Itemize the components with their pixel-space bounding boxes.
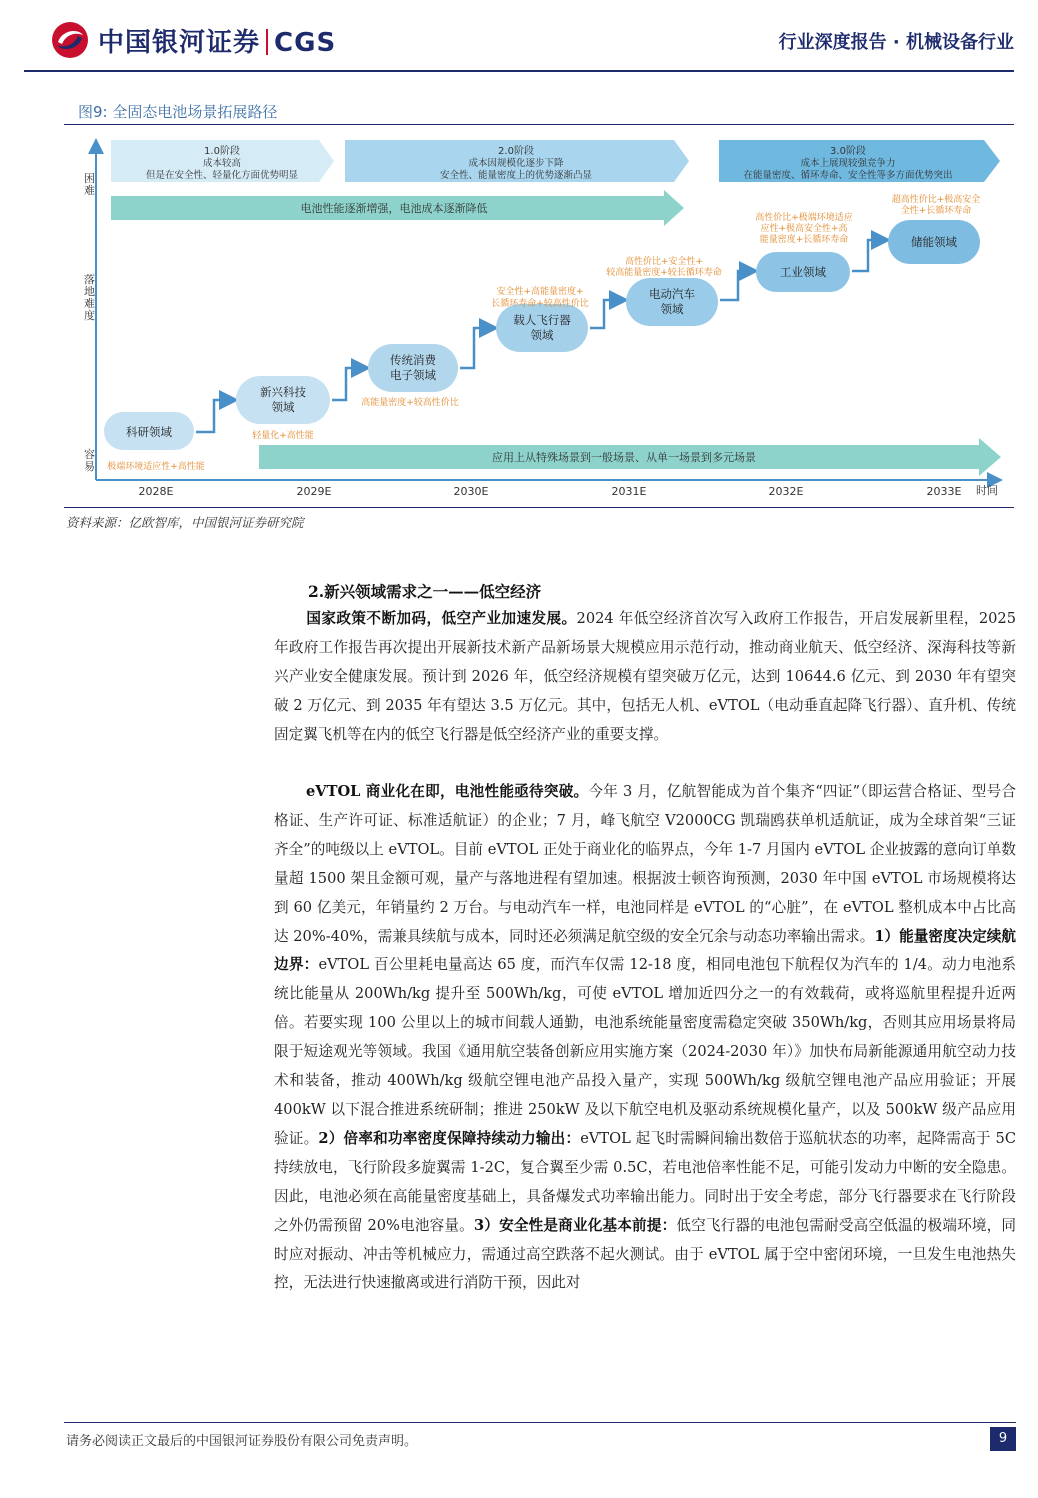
note-emerging-tech: 轻量化+高性能	[252, 431, 314, 441]
note-aircraft-1: 安全性+高能量密度+	[496, 287, 584, 297]
step-aircraft-label1: 载人飞行器	[513, 313, 571, 327]
year-tick: 2031E	[611, 485, 647, 498]
year-tick: 2028E	[138, 485, 174, 498]
step-energy-storage	[888, 220, 980, 264]
year-tick: 2029E	[296, 485, 332, 498]
step-emerging-tech-label1: 新兴科技	[260, 385, 306, 399]
p2-body-1: 今年 3 月，亿航智能成为首个集齐“四证”（即运营合格证、型号合格证、生产许可证、标准适航证）的企业；7 月，峰飞航空 V2000CG 凯瑞鸥获单机适航证，成为全球首架“三证齐全”的吨级以上 eVTOL。目前 eVTOL 正处于商业化的临界点，今年 1-7 月国内 eVTOL 企业披露的意向订单数量超 1500 架且金额可观，量产与落地进程有望加速。根据波士顿咨询预测，2030 年中国 eVTOL 市场规模将达到 60 亿美元，年销量约 2 万台。与电动汽车一样，电池同样是 eVTOL 的“心脏”，在 eVTOL 整机成本中占比高达 20%-40%，需兼具续航与成本，同时还必须满足航空级的安全冗余与动态功率输出需求。	[274, 783, 1017, 945]
industry-name: 机械设备行业	[906, 32, 1014, 53]
note-industrial-1: 高性价比+极端环境适应	[755, 213, 853, 223]
note-storage-2: 全性+长循环寿命	[900, 206, 972, 216]
header-divider	[24, 70, 1014, 72]
step-ev-label1: 电动汽车	[649, 287, 695, 301]
year-tick: 2033E	[926, 485, 962, 498]
p2-body-2: eVTOL 百公里耗电量高达 65 度，而汽车仅需 12-18 度，相同电池包下航程仅为汽车的 1/4。动力电池系统比能量从 200Wh/kg 提升至 500Wh/kg，可使 eVTOL 增加近四分之一的有效载荷，或将巡航里程提升近两倍。若要实现 100 公里以上的城市间载人通勤，电池系统能量密度需稳定突破 350Wh/kg，否则其应用场景将局限于短途观光等领域。我国《通用航空装备创新应用实施方案（2024-2030 年）》加快布局新能源通用航空动力技术和装备，推动 400Wh/kg 级航空锂电池产品投入量产，实现 500Wh/kg 级航空锂电池产品应用验证；开展 400kW 以下混合推进系统研制；推进 250kW 及以下航空电机及驱动系统规模化量产，以及 500kW 级产品应用验证。	[274, 956, 1016, 1147]
phase-1-line2: 但是在安全性、轻量化方面优势明显	[145, 170, 299, 181]
note-ev-1: 高性价比+安全性+	[624, 257, 704, 267]
p2-lead: eVTOL 商业化在即，电池性能亟待突破。	[306, 783, 589, 800]
logo-separator	[266, 29, 268, 55]
p1-body: 2024 年低空经济首次写入政府工作报告，开启发展新里程，2025 年政府工作报告再次提出开展新技术新产品新场景大规模应用示范行动，推动商业航天、低空经济、深海科技等新兴产业安全健康发展。预计到 2026 年，低空经济规模有望突破万亿元，达到 10644.6 亿元、到 2030 年有望突破 2 万亿元、到 2035 年有望达 3.5 万亿元。其中，包括无人机、eVTOL（电动垂直起降飞行器）、直升机、传统固定翼飞机等在内的低空飞行器是低空经济产业的重要支撑。	[274, 610, 1017, 743]
step-connector-4	[590, 300, 624, 328]
y-label-easy: 容易	[84, 448, 95, 473]
note-industrial-3: 能量密度+长循环寿命	[759, 235, 849, 245]
p2-point-1: 1）能量密度决定续航边界：	[274, 927, 1017, 974]
footer-disclaimer: 请务必阅读正文最后的中国银河证券股份有限公司免责声明。	[66, 1434, 418, 1449]
step-storage-label: 储能领域	[911, 235, 957, 249]
step-ev-label2: 领域	[660, 302, 684, 316]
figure-title: 图9: 全固态电池场景拓展路径	[78, 103, 278, 121]
figure-source: 资料来源：亿欧智库，中国银河证券研究院	[66, 515, 304, 530]
step-consumer-label2: 电子领域	[390, 368, 436, 382]
header-dot: ·	[892, 32, 900, 53]
phase-2-line1: 成本因规模化逐步下降	[468, 158, 564, 169]
page-number: 9	[990, 1427, 1016, 1451]
logo-icon	[50, 20, 90, 60]
y-label-hard: 困难	[84, 172, 95, 197]
p2-body-3: eVTOL 起飞时需瞬间输出数倍于巡航状态的功率，起降需高于 5C 持续放电，飞行阶段多旋翼需 1-2C，复合翼至少需 0.5C，若电池倍率性能不足，可能引发动力中断的安全隐患。因此，电池必须在高能量密度基础上，具备爆发式功率输出能力。同时出于安全考虑，部分飞行器要求在飞行阶段之外仍需预留 20%电池容量。	[274, 1129, 1017, 1234]
section-title: 2.新兴领域需求之一——低空经济	[308, 582, 542, 601]
scenario-path-diagram	[64, 128, 1014, 506]
step-consumer-electronics	[368, 344, 458, 392]
company-logo	[98, 22, 336, 59]
step-electric-vehicle	[626, 278, 718, 326]
trend-bottom-text: 应用上从特殊场景到一般场景、从单一场景到多元场景	[492, 451, 756, 464]
report-header	[779, 28, 1014, 54]
note-research: 极端环境适应性+高性能	[107, 462, 205, 472]
note-ev-2: 较高能量密度+较长循环寿命	[606, 268, 722, 278]
figure-top-rule	[64, 124, 1014, 125]
figure-bottom-rule	[64, 507, 1014, 508]
step-connector-6	[852, 240, 886, 271]
logo-text: 中国银河证券	[98, 28, 261, 58]
step-industrial-label: 工业领域	[780, 265, 826, 279]
step-connector-1	[196, 400, 234, 432]
note-industrial-2: 应性+极高安全性+高	[760, 224, 848, 234]
p2-body-4: 低空飞行器的电池包需耐受高空低温的极端环境，同时应对振动、冲击等机械应力，需通过高空跌落不起火测试。由于 eVTOL 属于空中密闭环境，一旦发生电池热失控，无法进行快速撤离或进行消防干预，因此对	[274, 1216, 1017, 1292]
step-research	[104, 412, 194, 450]
step-industrial	[756, 252, 850, 292]
step-emerging-tech-label2: 领域	[271, 400, 295, 414]
step-connector-2	[332, 368, 366, 400]
step-manned-aircraft	[496, 304, 588, 352]
p2-point-2: 2）倍率和功率密度保障持续动力输出：	[318, 1129, 581, 1147]
phase-3-title: 3.0阶段	[830, 146, 866, 157]
step-aircraft-label2: 领域	[530, 328, 554, 342]
p1-lead: 国家政策不断加码，低空产业加速发展。	[306, 610, 577, 627]
year-tick: 2030E	[453, 485, 489, 498]
note-consumer: 高能量密度+较高性价比	[361, 398, 459, 408]
note-aircraft-2: 长循环寿命+较高性价比	[491, 299, 589, 309]
step-connector-3	[460, 328, 494, 368]
phase-2-line2: 安全性、能量密度上的优势逐渐凸显	[439, 170, 593, 181]
step-research-label: 科研领域	[126, 425, 172, 439]
trend-top-text: 电池性能逐渐增强，电池成本逐渐降低	[300, 202, 488, 215]
note-storage-1: 超高性价比+极高安全	[891, 195, 981, 205]
p2-point-3: 3）安全性是商业化基本前提：	[473, 1216, 677, 1234]
y-label-difficulty: 落地难度	[84, 273, 95, 322]
phase-1-line1: 成本较高	[202, 158, 242, 169]
phase-3-line2: 在能量密度、循环寿命、安全性等多方面优势突出	[743, 170, 953, 181]
step-consumer-label1: 传统消费	[390, 353, 436, 367]
phase-2-title: 2.0阶段	[498, 146, 534, 157]
logo-abbr: CGS	[274, 28, 337, 58]
year-tick: 2032E	[768, 485, 804, 498]
report-type: 行业深度报告	[778, 32, 887, 53]
phase-1-title: 1.0阶段	[204, 146, 240, 157]
paragraph-2	[274, 778, 1016, 1298]
phase-3-line1: 成本上展现较强竞争力	[800, 158, 896, 169]
x-axis-label: 时间	[976, 484, 998, 497]
footer-divider	[64, 1422, 1016, 1423]
step-connector-5	[720, 271, 754, 300]
paragraph-1	[274, 605, 1016, 750]
step-emerging-tech	[236, 376, 330, 424]
